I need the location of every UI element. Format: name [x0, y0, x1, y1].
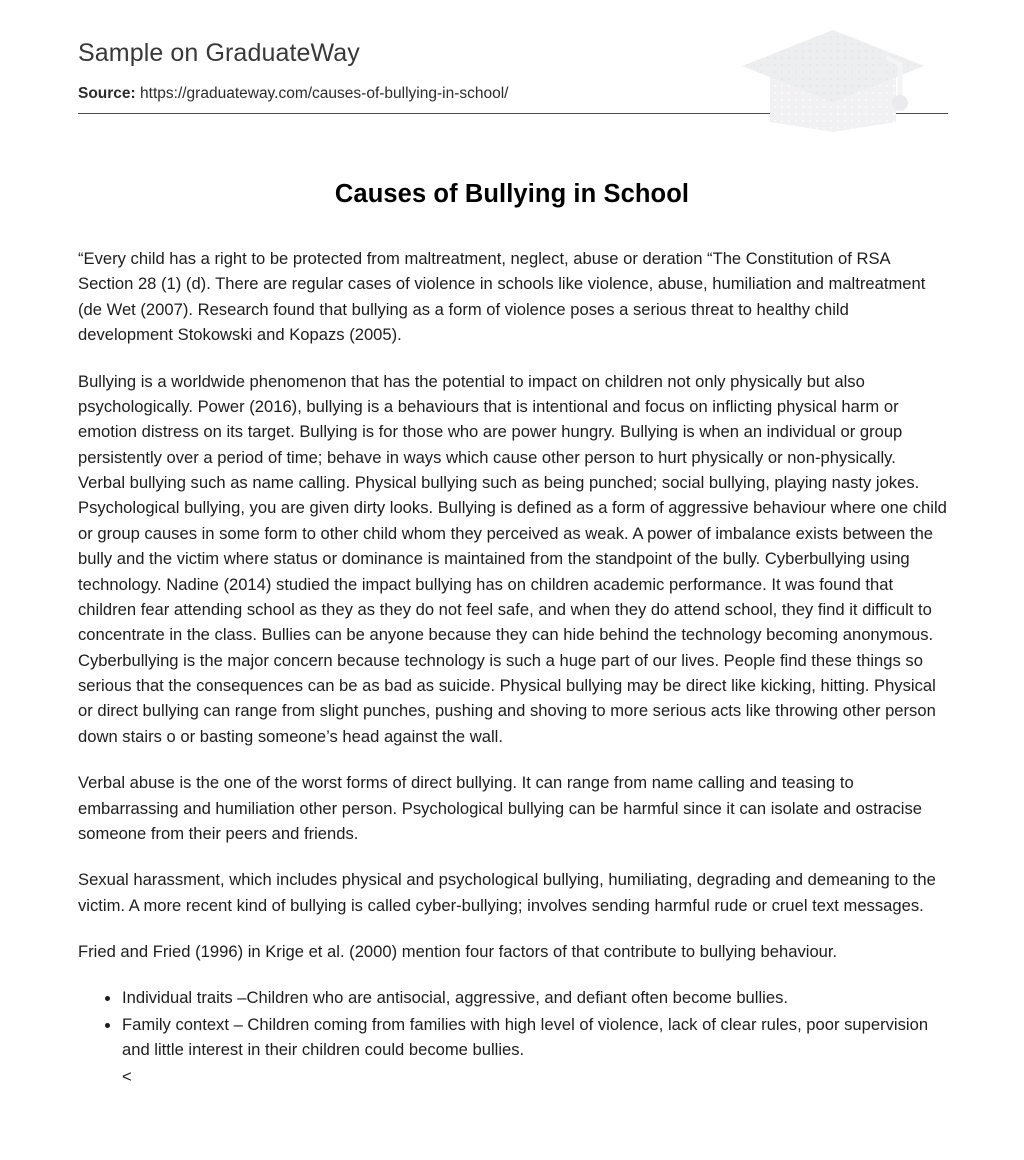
- source-url: https://graduateway.com/causes-of-bullying-in-school/: [140, 85, 509, 103]
- paragraph: Verbal abuse is the one of the worst forms of direct bullying. It can range from name calling and teasing to embarrassing and humiliation other person. Psychological bullying can be harmful since it can isolate and ostracise someone from their peers and friends.: [78, 773, 922, 843]
- list-item: Family context – Children coming from families with high level of violence, lack of clear rules, poor supervision and little interest in their children could become bullies.: [78, 1012, 947, 1063]
- site-name: Sample on GraduateWay: [78, 39, 360, 67]
- trailing-fragment: <: [122, 1066, 132, 1086]
- paragraph: “Every child has a right to be protected from maltreatment, neglect, abuse or deration “The Constitution of RSA Section 28 (1) (d). There are regular cases of violence in schools like violence, abuse, humiliation and maltreatment (de Wet (2007). Research found that bullying as a form of violence poses a serious threat to healthy child development Stokowski and Kopazs (2005).: [78, 249, 926, 345]
- list-item: Individual traits –Children who are antisocial, aggressive, and defiant often become bullies.: [78, 985, 947, 1010]
- source-label: Source:: [78, 85, 136, 103]
- document-header: [78, 0, 946, 104]
- paragraph: Sexual harassment, which includes physical and psychological bullying, humiliating, degrading and demeaning to the victim. A more recent kind of bullying is called cyber-bullying; involves sending harmful rude or cruel text messages.: [78, 870, 936, 915]
- page-title: Causes of Bullying in School: [334, 180, 690, 208]
- paragraph: Fried and Fried (1996) in Krige et al. (2000) mention four factors of that contribute to bullying behaviour.: [78, 942, 838, 961]
- factors-list: [78, 985, 947, 1062]
- source-line: [78, 84, 946, 104]
- document-body: [78, 209, 947, 1089]
- paragraph: Bullying is a worldwide phenomenon that has the potential to impact on children not only physically but also psychologically. Power (2016), bullying is a behaviours that is intentional and focus on inflicting physical harm or emotion distress on its target. Bullying is for those who are power hungry. Bullying is when an individual or group persistently over a period of time; behave in ways which cause other person to hurt physically or non-physically. Verbal bullying such as name calling. Physical bullying such as being punched; social bullying, playing nasty jokes. Psychological bullying, you are given dirty looks. Bullying is defined as a form of aggressive behaviour where one child or group causes in some form to other child whom they perceived as weak. A power of imbalance exists between the bully and the victim where status or dominance is maintained from the standpoint of the bully. Cyberbullying using technology. Nadine (2014) studied the impact bullying has on children academic performance. It was found that children fear attending school as they as they do not feel safe, and when they do attend school, they find it difficult to concentrate in the class. Bullies can be anyone because they can hide behind the technology becoming anonymous. Cyberbullying is the major concern because technology is such a huge part of our lives. People find these things so serious that the consequences can be as bad as suicide. Physical bullying may be direct like kicking, hitting. Physical or direct bullying can range from slight punches, pushing and shoving to more serious acts like throwing other person down stairs o or basting someone’s head against the wall.: [78, 371, 947, 746]
